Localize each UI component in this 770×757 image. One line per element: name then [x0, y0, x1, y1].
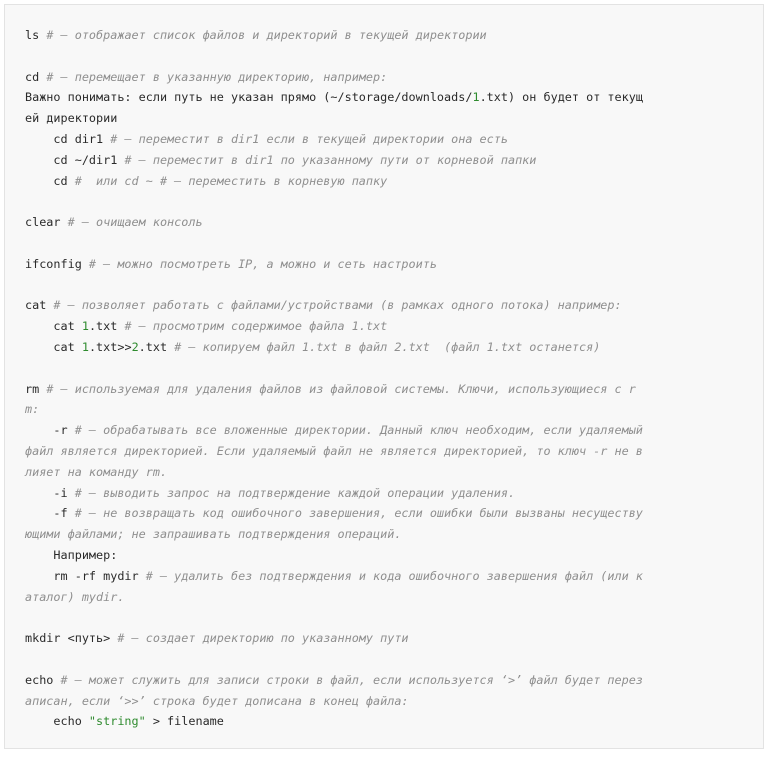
code-text: cat	[25, 339, 82, 354]
code-text: cd	[25, 69, 47, 84]
code-comment: # – создает директорию по указанному пути	[117, 631, 409, 646]
code-comment: # – переместит в dir1 если в текущей директории она есть	[110, 131, 508, 146]
code-text: rm	[25, 381, 47, 396]
code-line	[25, 295, 763, 316]
code-comment: # – можно посмотреть IP, а можно и сеть настроить	[88, 256, 437, 271]
code-line	[25, 379, 763, 400]
code-comment: # – перемещает в указанную директорию, например:	[46, 69, 388, 84]
code-text: Важно понимать: если путь не указан прямо (~/storage/downloads/	[25, 90, 473, 105]
code-comment: # – используемая для удаления файлов из файловой системы. Ключи, использующиеся с r	[46, 381, 636, 396]
code-text: cd ~/dir1	[25, 152, 125, 167]
code-text: cd	[25, 173, 75, 188]
code-line	[25, 649, 763, 670]
code-line	[25, 545, 763, 566]
code-number: 1	[472, 90, 480, 105]
code-line	[25, 420, 763, 441]
code-text: cat	[25, 319, 82, 334]
code-text: ls	[25, 28, 47, 42]
code-text: .txt) он будет от текущ	[479, 90, 643, 105]
code-text: ей директории	[25, 111, 118, 126]
code-line	[25, 711, 763, 732]
code-comment: # – переместит в dir1 по указанному пути от корневой папки	[124, 152, 537, 167]
code-comment: # – отображает список файлов и директорий в текущей директории	[46, 28, 487, 42]
code-line	[25, 587, 763, 608]
code-line	[25, 670, 763, 691]
code-comment: ющими файлами; не запрашивать подтверждения операций.	[25, 527, 402, 542]
code-comment: # – выводить запрос на подтверждение каждой операции удаления.	[74, 485, 516, 500]
code-snippet-panel	[4, 4, 764, 749]
code-text: ifconfig	[25, 256, 89, 271]
code-line	[25, 87, 763, 108]
code-line	[25, 441, 763, 462]
code-line	[25, 171, 763, 192]
code-block	[25, 25, 763, 732]
code-comment: # – очищаем консоль	[67, 215, 203, 230]
code-line	[25, 233, 763, 254]
code-line	[25, 337, 763, 358]
code-line	[25, 566, 763, 587]
code-comment: файл является директорией. Если удаляемый файл не является директорией, то ключ -r не в	[25, 443, 643, 458]
code-line	[25, 275, 763, 296]
code-text: > filename	[145, 714, 224, 729]
code-text: Например:	[25, 547, 118, 562]
code-text: .txt	[88, 319, 125, 334]
code-line	[25, 462, 763, 483]
code-text: -r	[25, 423, 75, 438]
code-comment: # – не возвращать код ошибочного завершения, если ошибки были вызваны несуществу	[74, 506, 643, 521]
code-line	[25, 150, 763, 171]
code-comment: m:	[25, 402, 40, 417]
code-string: "string"	[88, 714, 146, 729]
code-number: 1	[81, 339, 89, 354]
code-number: 2	[131, 339, 139, 354]
code-comment: # – копируем файл 1.txt в файл 2.txt (файл 1.txt останется)	[174, 339, 601, 354]
code-line	[25, 67, 763, 88]
code-text: cat	[25, 298, 54, 313]
code-line	[25, 25, 763, 46]
code-line	[25, 399, 763, 420]
code-text: -i	[25, 485, 75, 500]
code-text: rm -rf mydir	[25, 568, 146, 583]
code-comment: # – позволяет работать с файлами/устройствами (в рамках одного потока) например:	[53, 298, 622, 313]
code-line	[25, 503, 763, 524]
code-comment: # – удалить без подтверждения и кода ошибочного завершения файл (или к	[145, 568, 643, 583]
code-comment: аписан, если ‘>>’ строка будет дописана в конец файла:	[25, 693, 409, 708]
code-text: -f	[25, 506, 75, 521]
code-text: echo	[25, 672, 61, 687]
code-comment: # – обрабатывать все вложенные директории. Данный ключ необходим, если удаляемый	[74, 423, 643, 438]
code-line	[25, 191, 763, 212]
code-line	[25, 358, 763, 379]
code-line	[25, 46, 763, 67]
code-comment: # – просмотрим содержимое файла 1.txt	[124, 319, 388, 334]
code-comment: лияет на команду rm.	[25, 464, 168, 479]
code-comment: аталог) mydir.	[25, 589, 125, 604]
code-text: .txt	[138, 339, 175, 354]
code-line	[25, 254, 763, 275]
code-comment: # или cd ~ # – переместить в корневую папку	[74, 173, 388, 188]
code-line	[25, 212, 763, 233]
code-line	[25, 628, 763, 649]
code-line	[25, 108, 763, 129]
code-text: .txt>>	[88, 339, 132, 354]
code-line	[25, 524, 763, 545]
code-text: echo	[25, 714, 89, 729]
code-text: mkdir <путь>	[25, 631, 118, 646]
code-line	[25, 483, 763, 504]
code-line	[25, 691, 763, 712]
code-line	[25, 607, 763, 628]
code-line	[25, 129, 763, 150]
code-comment: # – может служить для записи строки в файл, если используется ‘>’ файл будет перез	[60, 672, 643, 687]
code-line	[25, 316, 763, 337]
code-text: cd dir1	[25, 131, 111, 146]
code-number: 1	[81, 319, 89, 334]
code-text: clear	[25, 215, 68, 230]
